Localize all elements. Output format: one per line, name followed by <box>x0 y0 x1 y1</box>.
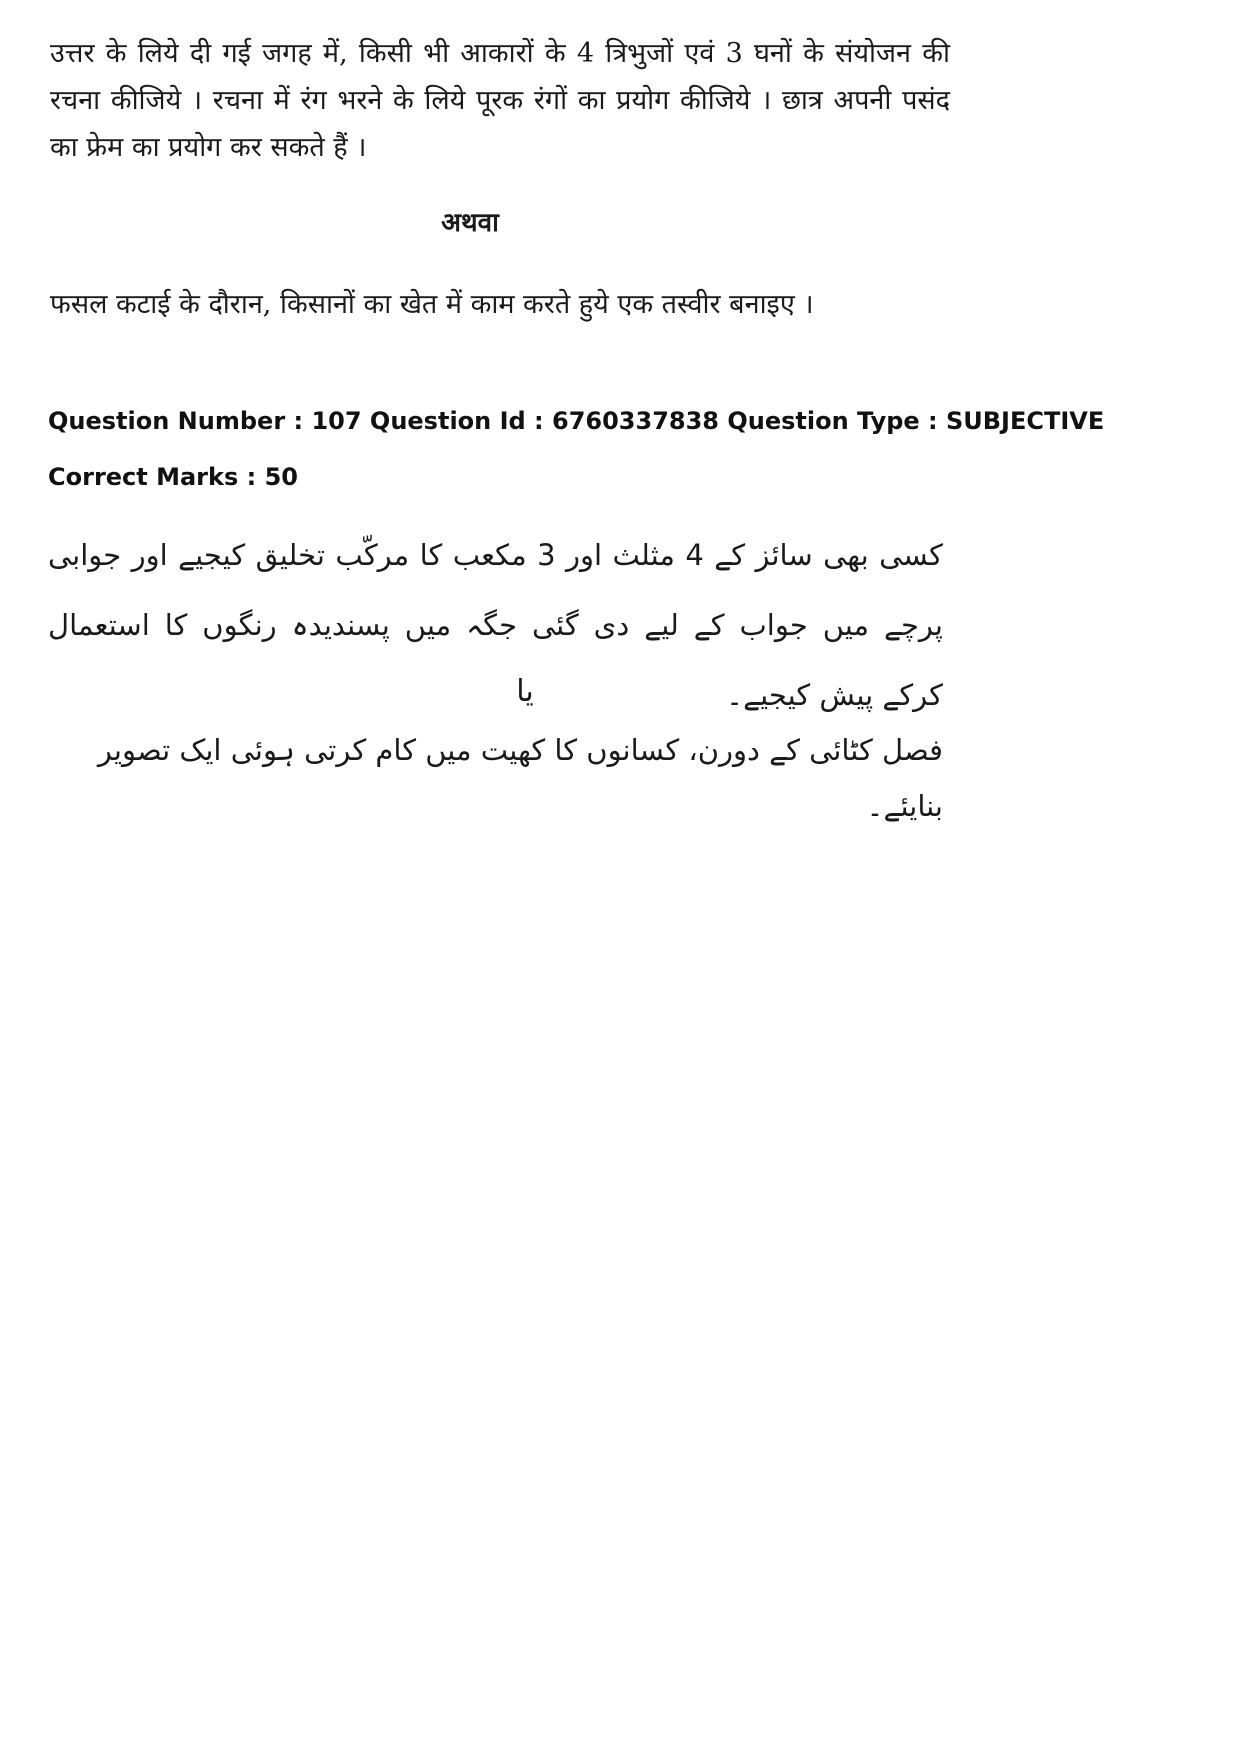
urdu-alternative-question: فصل کٹائی کے دورن، کسانوں کا کھیت میں کام کرتی ہوئی ایک تصویر بنایئے۔ <box>97 733 943 823</box>
question-header: Question Number : 107 Question Id : 6760337838 Question Type : SUBJECTIVE <box>48 407 1105 435</box>
hindi-instruction: उत्तर के लिये दी गई जगह में, किसी भी आकारों के 4 त्रिभुजों एवं 3 घनों के संयोजन की रचना कीजिये । रचना में रंग भरने के लिये पूरक रंगों का प्रयोग कीजिये । छात्र अपनी पसंद का फ्रेम का प्रयोग कर सकते हैं । <box>50 38 950 163</box>
correct-marks: Correct Marks : 50 <box>48 463 298 491</box>
hindi-alternative-question: फसल कटाई के दौरान, किसानों का खेत में काम करते हुये एक तस्वीर बनाइए । <box>50 289 814 320</box>
urdu-or-separator: یا <box>516 674 534 709</box>
hindi-or-separator: अथवा <box>441 208 499 238</box>
urdu-instruction: کسی بھی سائز کے 4 مثلث اور 3 مکعب کا مرکّب تخلیق کیجیے اور جوابی پرچے میں جواب کے لیے دی گئی جگہ میں پسندیدہ رنگوں کا استعمال کرکے پیش کیجیے۔ <box>48 538 943 712</box>
